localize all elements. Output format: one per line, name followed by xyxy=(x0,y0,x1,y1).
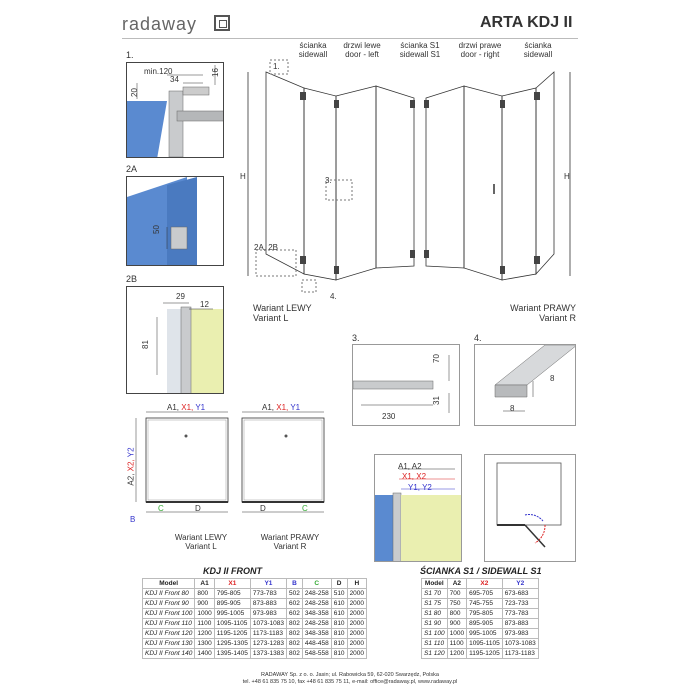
front-col-y1: Y1 xyxy=(250,579,286,589)
front-col-x1: X1 xyxy=(214,579,250,589)
table-cell: 802 xyxy=(286,649,302,659)
plan-variant-l: Wariant LEWY Variant L xyxy=(174,533,228,551)
table-cell: 810 xyxy=(331,629,347,639)
side-col-x2: X2 xyxy=(467,579,503,589)
table-cell: 2000 xyxy=(347,599,366,609)
table-cell: 800 xyxy=(447,609,466,619)
footer-address: RADAWAY Sp. z o. o. Jasin; ul. Rabowicka 59, 62-020 Swarzędz, Polska xyxy=(261,672,439,678)
table-cell: S1 75 xyxy=(422,599,448,609)
table-cell: KDJ II Front 90 xyxy=(143,599,195,609)
table-cell: 2000 xyxy=(347,639,366,649)
table-cell: 795-805 xyxy=(214,589,250,599)
table-cell: 695-705 xyxy=(467,589,503,599)
dim-8-vertical: 8 xyxy=(550,374,555,383)
table-cell: 1073-1083 xyxy=(502,639,538,649)
side-col-a2: A2 xyxy=(447,579,466,589)
table-cell: S1 90 xyxy=(422,619,448,629)
dim-h-left: H xyxy=(240,172,246,181)
table-cell: 1400 xyxy=(195,649,214,659)
side-table xyxy=(421,578,539,659)
variant-r-label: Wariant PRAWY Variant R xyxy=(510,303,576,323)
plan-right-dim-d: D xyxy=(260,504,266,513)
callout-1-frame: 1. xyxy=(273,62,280,71)
table-cell: 1373-1383 xyxy=(250,649,286,659)
elevation-drawing xyxy=(236,44,576,308)
detail-dim-a: A1, A2 xyxy=(398,462,422,471)
table-cell: 448-458 xyxy=(302,639,331,649)
label-left-door: drzwi lewe door - left xyxy=(343,41,381,59)
plan-dim-b: B xyxy=(130,515,136,524)
callout-3: 3. xyxy=(352,333,360,343)
brand-logo: radaway xyxy=(122,14,198,34)
table-cell: 802 xyxy=(286,629,302,639)
label-sidewall-s1: ścianka S1 sidewall S1 xyxy=(399,41,441,59)
table-row xyxy=(422,619,539,629)
table-row xyxy=(422,589,539,599)
table-cell: 2000 xyxy=(347,629,366,639)
table-cell: 810 xyxy=(331,619,347,629)
table-cell: 602 xyxy=(286,609,302,619)
table-cell: 348-358 xyxy=(302,629,331,639)
table-cell: 895-905 xyxy=(214,599,250,609)
detail-dim-y: Y1, Y2 xyxy=(408,483,432,492)
front-table-body xyxy=(143,589,367,659)
dim-230: 230 xyxy=(382,412,396,421)
detail-4-panel xyxy=(474,344,576,426)
table-cell: 802 xyxy=(286,619,302,629)
table-cell: 1200 xyxy=(195,629,214,639)
table-cell: KDJ II Front 110 xyxy=(143,619,195,629)
dim-16: 16 xyxy=(210,68,220,77)
front-table xyxy=(142,578,367,659)
side-table-title: ŚCIANKA S1 / SIDEWALL S1 xyxy=(420,566,542,576)
table-cell: 810 xyxy=(331,639,347,649)
table-cell: 2000 xyxy=(347,649,366,659)
label-right-door: drzwi prawe door - right xyxy=(458,41,502,59)
table-cell: S1 70 xyxy=(422,589,448,599)
table-cell: S1 80 xyxy=(422,609,448,619)
table-cell: S1 110 xyxy=(422,639,448,649)
dim-min120: min.120 xyxy=(144,67,173,76)
detail-2a-drawing xyxy=(127,177,224,266)
table-cell: 1300 xyxy=(195,639,214,649)
table-cell: 773-783 xyxy=(502,609,538,619)
table-cell: 773-783 xyxy=(250,589,286,599)
detail-door-panel xyxy=(484,454,576,562)
callout-2b: 2B xyxy=(126,274,138,284)
table-cell: 1000 xyxy=(447,629,466,639)
detail-2a-panel xyxy=(126,176,224,266)
header-divider xyxy=(122,38,578,39)
table-cell: 973-983 xyxy=(502,629,538,639)
plan-left-top-dims: A1, X1, Y1 xyxy=(167,403,206,412)
table-cell: 248-258 xyxy=(302,599,331,609)
table-cell: 602 xyxy=(286,599,302,609)
table-cell: 673-683 xyxy=(502,589,538,599)
dim-81: 81 xyxy=(140,340,150,349)
label-left-wall: ścianka sidewall xyxy=(298,41,328,59)
table-cell: 1295-1305 xyxy=(214,639,250,649)
plan-right-dim-c: C xyxy=(302,504,308,513)
dim-h-right: H xyxy=(564,172,570,181)
plan-left-dim-d: D xyxy=(195,504,201,513)
table-cell: 1000 xyxy=(195,609,214,619)
table-cell: 1173-1183 xyxy=(250,629,286,639)
table-cell: 895-905 xyxy=(467,619,503,629)
table-row xyxy=(143,589,367,599)
table-cell: 610 xyxy=(331,609,347,619)
table-cell: KDJ II Front 120 xyxy=(143,629,195,639)
dim-34: 34 xyxy=(170,75,179,84)
table-cell: 750 xyxy=(447,599,466,609)
callout-3-frame: 3. xyxy=(325,176,332,185)
detail-4-drawing xyxy=(475,345,576,426)
table-cell: 348-358 xyxy=(302,609,331,619)
table-cell: KDJ II Front 140 xyxy=(143,649,195,659)
table-row xyxy=(143,639,367,649)
footer xyxy=(122,672,578,686)
table-cell: 2000 xyxy=(347,619,366,629)
page-title: ARTA KDJ II xyxy=(480,14,573,31)
front-col-h: H xyxy=(347,579,366,589)
table-cell: 1173-1183 xyxy=(502,649,538,659)
table-cell: KDJ II Front 80 xyxy=(143,589,195,599)
plan-left-dim-c: C xyxy=(158,504,164,513)
front-col-b: B xyxy=(286,579,302,589)
dim-31: 31 xyxy=(431,396,441,405)
table-row xyxy=(143,599,367,609)
callout-1: 1. xyxy=(126,50,134,60)
variant-l-label: Wariant LEWY Variant L xyxy=(253,303,312,323)
table-row xyxy=(422,649,539,659)
table-cell: 248-258 xyxy=(302,619,331,629)
table-cell: KDJ II Front 100 xyxy=(143,609,195,619)
table-cell: S1 120 xyxy=(422,649,448,659)
table-row xyxy=(422,639,539,649)
side-col-model: Model xyxy=(422,579,448,589)
table-cell: 1073-1083 xyxy=(250,619,286,629)
table-cell: 1395-1405 xyxy=(214,649,250,659)
plan-right-top-dims: A1, X1, Y1 xyxy=(262,403,301,412)
table-row xyxy=(143,629,367,639)
table-cell: 1095-1105 xyxy=(214,619,250,629)
table-cell: 973-983 xyxy=(250,609,286,619)
detail-dim-x: X1, X2 xyxy=(402,472,427,481)
table-row xyxy=(143,609,367,619)
table-cell: 1100 xyxy=(447,639,466,649)
table-cell: 900 xyxy=(195,599,214,609)
front-col-a1: A1 xyxy=(195,579,214,589)
detail-3-panel xyxy=(352,344,460,426)
dim-20: 20 xyxy=(129,88,139,97)
table-cell: 1195-1205 xyxy=(467,649,503,659)
callout-2a: 2A xyxy=(126,164,138,174)
table-cell: 1095-1105 xyxy=(467,639,503,649)
front-col-model: Model xyxy=(143,579,195,589)
table-cell: 1195-1205 xyxy=(214,629,250,639)
table-cell: 873-883 xyxy=(502,619,538,629)
table-cell: 800 xyxy=(195,589,214,599)
table-cell: 2000 xyxy=(347,609,366,619)
plan-side-dims: A2, X2, Y2 xyxy=(126,447,136,486)
footer-contact: tel. +48 61 835 75 10, fax +48 61 835 75 11, e-mail: office@radaway.pl, www.radaway.pl xyxy=(242,679,458,685)
callout-4-frame: 4. xyxy=(330,292,337,301)
detail-door-drawing xyxy=(485,455,576,562)
table-cell: 510 xyxy=(331,589,347,599)
table-cell: 1273-1283 xyxy=(250,639,286,649)
table-cell: 2000 xyxy=(347,589,366,599)
side-col-y2: Y2 xyxy=(502,579,538,589)
table-cell: 995-1005 xyxy=(214,609,250,619)
table-cell: KDJ II Front 130 xyxy=(143,639,195,649)
brand-logo-icon xyxy=(214,15,230,31)
label-right-wall: ścianka sidewall xyxy=(523,41,553,59)
detail-3-drawing xyxy=(353,345,460,426)
plan-variant-r: Wariant PRAWY Variant R xyxy=(260,533,320,551)
front-col-c: C xyxy=(302,579,331,589)
callout-4: 4. xyxy=(474,333,482,343)
dim-12: 12 xyxy=(200,300,209,309)
table-cell: S1 100 xyxy=(422,629,448,639)
table-cell: 548-558 xyxy=(302,649,331,659)
table-cell: 802 xyxy=(286,639,302,649)
front-col-d: D xyxy=(331,579,347,589)
table-cell: 248-258 xyxy=(302,589,331,599)
side-table-body xyxy=(422,589,539,659)
table-cell: 723-733 xyxy=(502,599,538,609)
dim-8-horizontal: 8 xyxy=(510,404,515,413)
table-row xyxy=(422,609,539,619)
table-cell: 873-883 xyxy=(250,599,286,609)
table-row xyxy=(422,599,539,609)
dim-29: 29 xyxy=(176,292,185,301)
table-cell: 810 xyxy=(331,649,347,659)
table-cell: 900 xyxy=(447,619,466,629)
table-cell: 1200 xyxy=(447,649,466,659)
table-cell: 700 xyxy=(447,589,466,599)
table-cell: 995-1005 xyxy=(467,629,503,639)
table-cell: 1100 xyxy=(195,619,214,629)
table-cell: 745-755 xyxy=(467,599,503,609)
dim-50: 50 xyxy=(151,225,161,234)
table-row xyxy=(143,649,367,659)
table-row xyxy=(143,619,367,629)
table-cell: 795-805 xyxy=(467,609,503,619)
callout-2a2b-frame: 2A, 2B xyxy=(254,243,279,252)
front-table-title: KDJ II FRONT xyxy=(203,566,263,576)
table-cell: 610 xyxy=(331,599,347,609)
table-row xyxy=(422,629,539,639)
table-cell: 502 xyxy=(286,589,302,599)
dim-70: 70 xyxy=(431,354,441,363)
